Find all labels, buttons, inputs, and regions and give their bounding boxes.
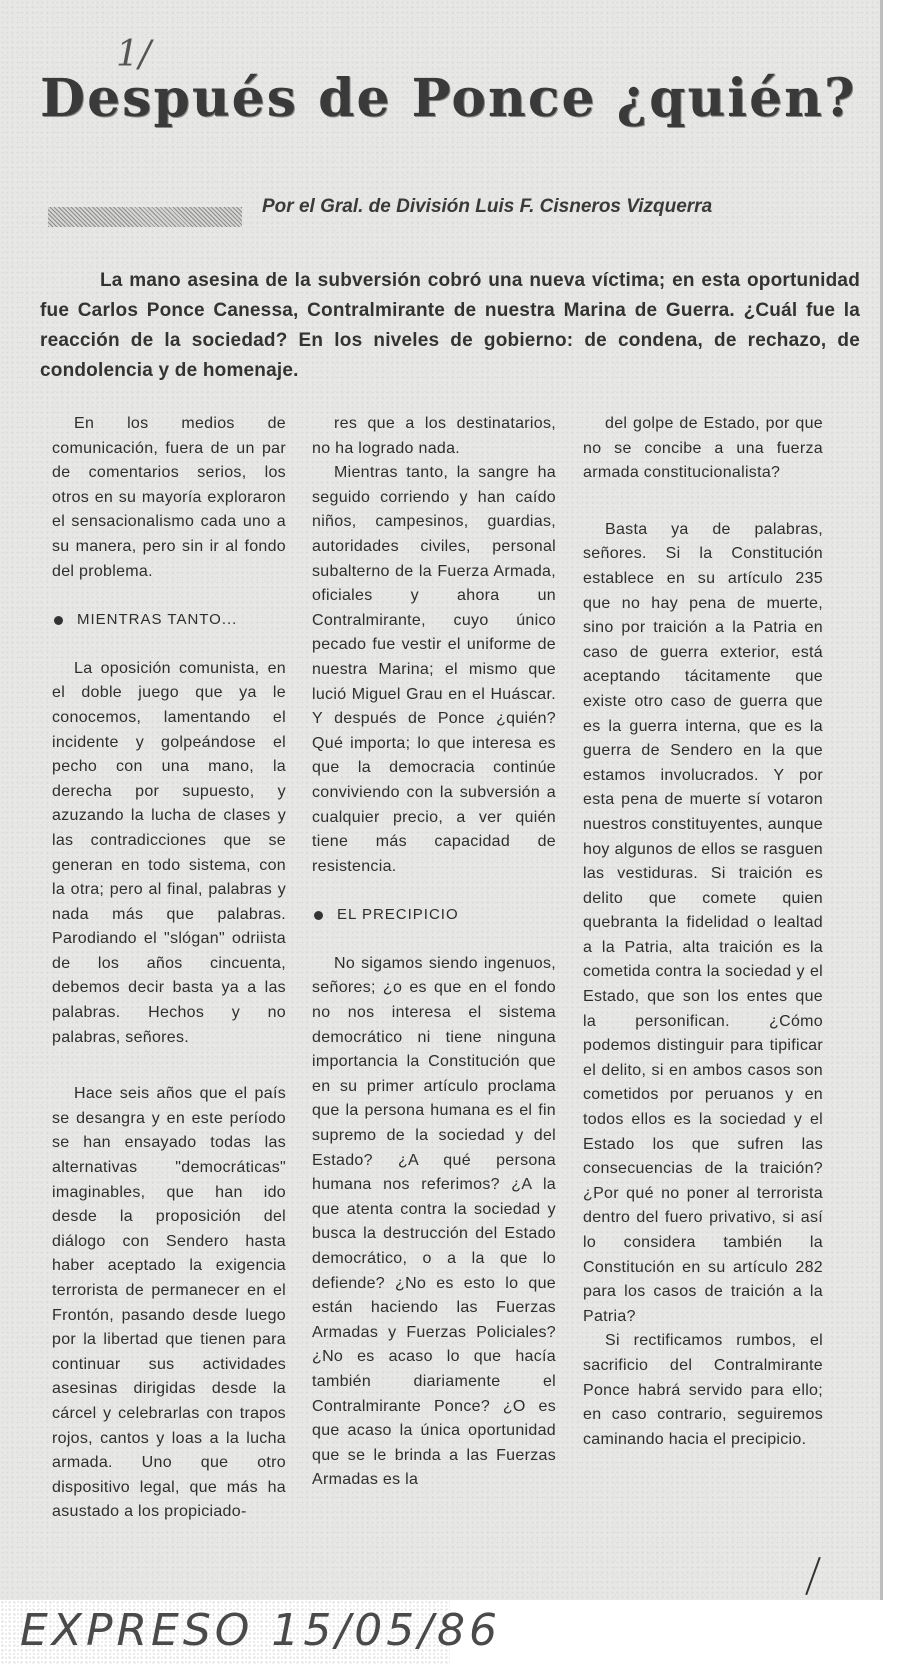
lead-paragraph: La mano asesina de la subversión cobró una nueva víctima; en esta oportunidad fue Carlos Ponce Canessa, Contralmirante de nuestra Marina de Guerra. ¿Cuál fue la reacción de la sociedad? En los niveles de gobierno: de condena, de rechazo, de condolencia y de homenaje. [40, 270, 860, 381]
subhead-mientras-tanto [52, 608, 286, 633]
clipping-edge [880, 0, 883, 1600]
subhead-el-precipicio [312, 903, 556, 928]
byline: Por el Gral. de División Luis F. Cisneros Vizquerra [262, 196, 713, 217]
handwritten-corner-mark: 1/ [116, 34, 152, 75]
col3-paragraph-2: Basta ya de palabras, señores. Si la Constitución establece en su artículo 235 que no hay pena de muerte, sino por traición a la Patria en caso de guerra exterior, está aceptando tácitamente que existe otro caso de guerra que es la guerra interna, que es la guerra de Sendero en la que estamos involucrados. Y por esta pena de muerte sí votaron nuestros constituyentes, aunque hoy algunos de ellos se rasguen las vestiduras. Si traición es delito que comete quien quebranta la fidelidad o lealtad a la Patria, alta traición es la cometida contra la sociedad y el Estado, que son los entes que la personifican. ¿Cómo podemos distinguir para tipificar el delito, si en ambos casos son cometidos por peruanos y en todos ellos es la sociedad y el Estado los que sufren las consecuencias de la traición? ¿Por qué no poner al terrorista dentro del fuero privativo, si así lo considera también la Constitución en su artículo 282 para los casos de traición a la Patria? [583, 520, 823, 1325]
headline: Después de Ponce ¿quién? [40, 68, 857, 129]
bullet-icon [54, 616, 63, 625]
bullet-icon [314, 911, 323, 920]
column-2 [312, 412, 556, 1493]
col1-paragraph-2: La oposición comunista, en el doble juego que ya le conocemos, lamentando el incidente y golpeándose el pecho con una mano, la derecha por supuesto, y azuzando la lucha de clases y las contradicciones que se generan en todo sistema, con la otra; pero al final, palabras y nada más que palabras. Parodiando el "slógan" odriista de los años cincuenta, debemos decir basta ya a las palabras. Hechos y no palabras, señores. [52, 659, 286, 1046]
col1-paragraph-3: Hace seis años que el país se desangra y en este período se han ensayado todas las alternativas "democráticas" imaginables, que han ido desde la proposición del diálogo con Sendero hasta haber aceptado la exigencia terrorista de permanecer en el Frontón, pasando desde luego por la libertad que tienen para continuar sus actividades asesinas dirigidas desde la cárcel y celebrarlas con trapos rojos, cantos y loas a la lucha armada. Uno que otro dispositivo legal, que más ha asustado a los propiciado- [52, 1085, 286, 1521]
col2-paragraph-3: No sigamos siendo ingenuos, señores; ¿o es que en el fondo no nos interesa el sistema democrático ni tiene ninguna importancia la Constitución que en su primer artículo proclama que la persona humana es el fin supremo de la sociedad y del Estado? ¿A qué persona humana nos referimos? ¿A la que atenta contra la sociedad y busca la destrucción del Estado democrático, o a la que lo defiende? ¿No es esto lo que están haciendo las Fuerzas Armadas y Fuerzas Policiales? ¿No es acaso lo que hacía también diariamente el Contralmirante Ponce? ¿O es que acaso la única oportunidad que se le brinda a las Fuerzas Armadas es la [312, 954, 556, 1489]
subhead-label: MIENTRAS TANTO... [77, 611, 238, 629]
col3-paragraph-3: Si rectificamos rumbos, el sacrificio del Contralmirante Ponce habrá servido para ello; en caso contrario, seguiremos caminando hacia el precipicio. [583, 1332, 823, 1448]
col2-paragraph-2: Mientras tanto, la sangre ha seguido corriendo y han caído niños, campesinos, guardias, autoridades civiles, personal subalterno de la Fuerza Armada, oficiales y ahora un Contralmirante, cuyo único pecado fue vestir el uniforme de nuestra Marina; el mismo que lució Miguel Grau en el Huáscar. Y después de Ponce ¿quién? Qué importa; lo que interesa es que la democracia continúe conviviendo con la subversión a cualquier precio, a ver quién tiene más capacidad de resistencia. [312, 464, 556, 875]
col3-paragraph-1: del golpe de Estado, por que no se concibe a una fuerza armada constitucionalista? [583, 415, 823, 482]
byline-hatch-bar [48, 207, 242, 227]
col2-paragraph-1: res que a los destinatarios, no ha logrado nada. [312, 415, 556, 457]
column-1 [52, 412, 286, 1525]
handwritten-source-note: EXPRESO 15/05/86 [20, 1605, 502, 1656]
col1-paragraph-1: En los medios de comunicación, fuera de un par de comentarios serios, los otros en su mayoría exploraron el sensacionalismo cada uno a su manera, pero sin ir al fondo del problema. [52, 415, 286, 580]
subhead-label: EL PRECIPICIO [337, 906, 459, 924]
column-3 [583, 412, 823, 1452]
